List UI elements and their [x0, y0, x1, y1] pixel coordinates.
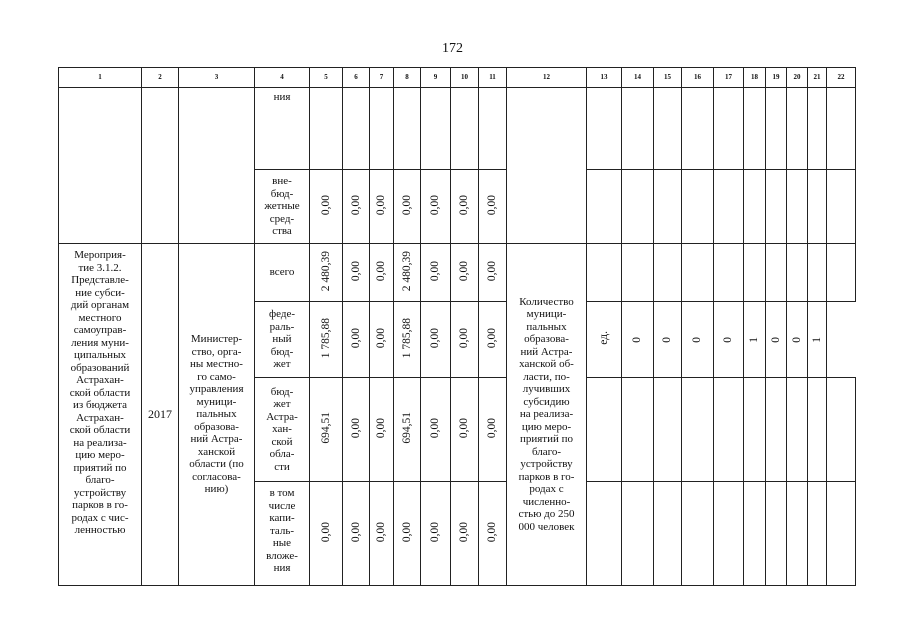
- header-cell: 17: [714, 68, 744, 88]
- header-cell: 2: [142, 68, 179, 88]
- header-cell: 14: [622, 68, 654, 88]
- value-cell: 0,00: [451, 302, 479, 378]
- value-cell: 694,51: [394, 378, 421, 482]
- header-cell: 22: [827, 68, 856, 88]
- value-cell: 0,00: [451, 378, 479, 482]
- value-cell: 2 480,39: [310, 244, 343, 302]
- header-cell: 20: [787, 68, 808, 88]
- value-cell: 0,00: [479, 170, 507, 244]
- header-cell: 7: [370, 68, 394, 88]
- measure-year: 2017: [142, 244, 179, 586]
- header-cell: 15: [654, 68, 682, 88]
- value-cell: 0,00: [421, 302, 451, 378]
- header-cell: 1: [59, 68, 142, 88]
- measure-executor: Министер- ство, орга- ны местно- го само- управления муници- пальных образова- ний Астра- ханской области (по согласова- нию): [179, 244, 255, 586]
- empty-cell: [142, 88, 179, 244]
- indicator-name: Количество муници- пальных образова- ний Астра- ханской об- ласти, по- лучивших субсидию на реализа- цию меро- приятий по благо- устройству парков в го- родах с численно- стью до 250 000 человек: [507, 244, 587, 586]
- indicator-value: 0: [787, 302, 808, 378]
- unit-cell: ед.: [587, 302, 622, 378]
- header-cell: 13: [587, 68, 622, 88]
- indicator-value: 0: [766, 302, 787, 378]
- value-cell: 0,00: [451, 170, 479, 244]
- header-cell: 8: [394, 68, 421, 88]
- indicator-value: 0: [682, 302, 714, 378]
- value-cell: 0,00: [421, 244, 451, 302]
- source-label: всего: [255, 244, 310, 302]
- indicator-value: 0: [654, 302, 682, 378]
- value-cell: 0,00: [394, 170, 421, 244]
- value-cell: 0,00: [479, 482, 507, 586]
- continued-row: [59, 88, 856, 170]
- header-cell: 12: [507, 68, 587, 88]
- header-cell: 10: [451, 68, 479, 88]
- value-cell: 0,00: [451, 482, 479, 586]
- header-row: [59, 68, 856, 88]
- value-cell: 1 785,88: [310, 302, 343, 378]
- header-cell: 21: [808, 68, 827, 88]
- value-cell: 0,00: [310, 482, 343, 586]
- source-label: вне- бюд- жетные сред- ства: [255, 170, 310, 244]
- value-cell: 0,00: [343, 244, 370, 302]
- indicator-value: 0: [622, 302, 654, 378]
- value-cell: 2 480,39: [394, 244, 421, 302]
- measure-row-total: [59, 244, 856, 302]
- value-cell: 0,00: [421, 170, 451, 244]
- value-cell: 0,00: [343, 170, 370, 244]
- page-number: 172: [442, 41, 463, 56]
- indicator-value: 1: [808, 302, 827, 378]
- header-cell: 19: [766, 68, 787, 88]
- source-label: в том числе капи- таль- ные вложе- ния: [255, 482, 310, 586]
- source-label: ния: [255, 88, 310, 170]
- indicator-value: 1: [744, 302, 766, 378]
- value-cell: 0,00: [451, 244, 479, 302]
- empty-cell: [59, 88, 142, 244]
- value-cell: 0,00: [479, 378, 507, 482]
- source-label: феде- раль- ный бюд- жет: [255, 302, 310, 378]
- value-cell: 0,00: [343, 378, 370, 482]
- measure-name: Мероприя- тие 3.1.2. Представле- ние субси- дий органам местного самоуправ- ления муни- ципальных образований Астрахан- ской области из бюджета Астрахан- ской области на реализа- цию меро- приятий по благо- устройству парков в го- родах с чис- ленностью: [59, 244, 142, 586]
- value-cell: 0,00: [421, 378, 451, 482]
- value-cell: 0,00: [370, 244, 394, 302]
- value-cell: 0,00: [479, 244, 507, 302]
- header-cell: 6: [343, 68, 370, 88]
- empty-cell: [507, 88, 587, 244]
- value-cell: 0,00: [370, 378, 394, 482]
- header-cell: 4: [255, 68, 310, 88]
- value-cell: 0,00: [370, 302, 394, 378]
- header-cell: 18: [744, 68, 766, 88]
- value-cell: 694,51: [310, 378, 343, 482]
- source-label: бюд- жет Астра- хан- ской обла- сти: [255, 378, 310, 482]
- header-cell: 9: [421, 68, 451, 88]
- header-cell: 11: [479, 68, 507, 88]
- header-cell: 5: [310, 68, 343, 88]
- header-cell: 16: [682, 68, 714, 88]
- indicator-value: 0: [714, 302, 744, 378]
- program-table: [58, 67, 856, 586]
- value-cell: 0,00: [343, 302, 370, 378]
- value-cell: 0,00: [310, 170, 343, 244]
- value-cell: 0,00: [479, 302, 507, 378]
- header-cell: 3: [179, 68, 255, 88]
- value-cell: 0,00: [394, 482, 421, 586]
- value-cell: 0,00: [370, 170, 394, 244]
- value-cell: 0,00: [370, 482, 394, 586]
- value-cell: 0,00: [421, 482, 451, 586]
- value-cell: 1 785,88: [394, 302, 421, 378]
- empty-cell: [179, 88, 255, 244]
- value-cell: 0,00: [343, 482, 370, 586]
